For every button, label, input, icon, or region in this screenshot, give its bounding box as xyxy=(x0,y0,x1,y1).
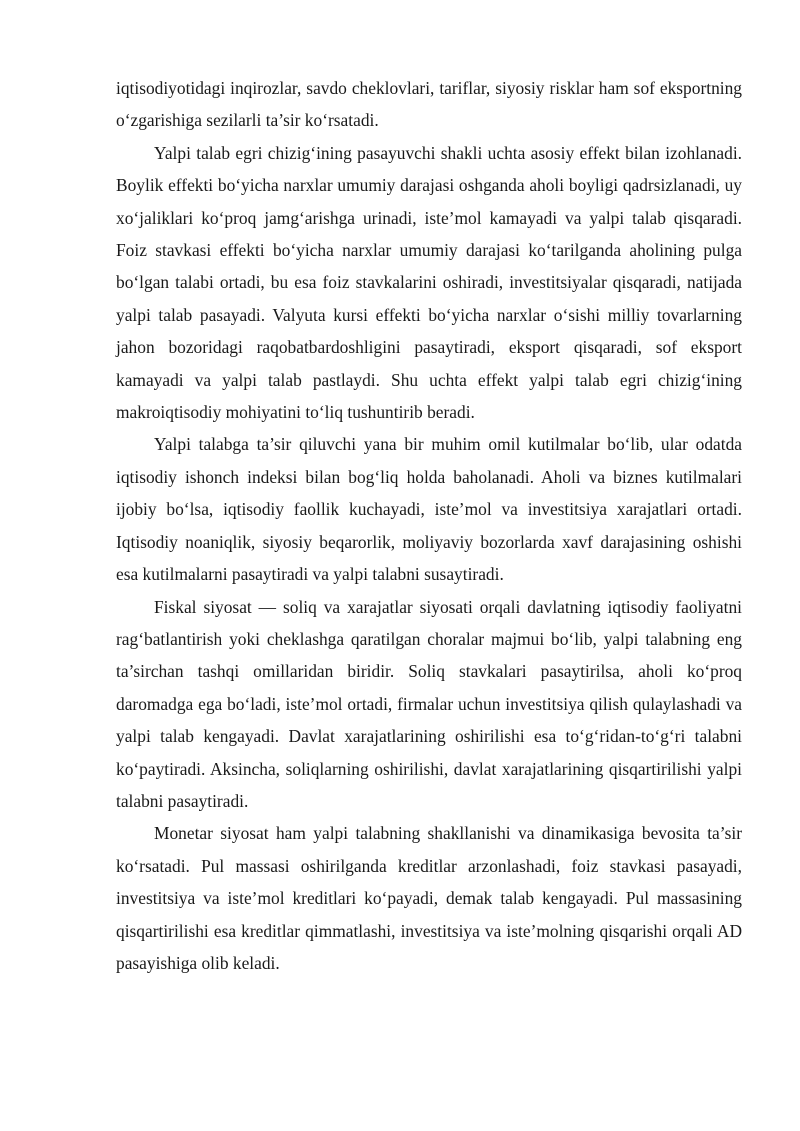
paragraph-aggregate-demand-curve-effects: Yalpi talab egri chizig‘ining pasayuvchi shakli uchta asosiy effekt bilan izohlanadi. Boylik effekti bo‘yicha narxlar umumiy darajasi oshganda aholi boyligi qadrsizlanadi, uy xo‘jaliklari ko‘proq jamg‘arishga urinadi, iste’mol kamayadi va yalpi talab qisqaradi. Foiz stavkasi effekti bo‘yicha narxlar umumiy darajasi ko‘tarilganda aholining pulga bo‘lgan talabi ortadi, bu esa foiz stavkalarini oshiradi, investitsiyalar qisqaradi, natijada yalpi talab pasayadi. Valyuta kursi effekti bo‘yicha narxlar o‘sishi milliy tovarlarning jahon bozoridagi raqobatbardoshligini pasaytiradi, eksport qisqaradi, sof eksport kamayadi va yalpi talab pastlaydi. Shu uchta effekt yalpi talab egri chizig‘ining makroiqtisodiy mohiyatini to‘liq tushuntirib beradi. xyxy=(116,142,742,423)
document-page xyxy=(116,72,742,979)
paragraph-expectations: Yalpi talabga ta’sir qiluvchi yana bir muhim omil kutilmalar bo‘lib, ular odatda iqtisodiy ishonch indeksi bilan bog‘liq holda baholanadi. Aholi va biznes kutilmalari ijobiy bo‘lsa, iqtisodiy faollik kuchayadi, iste’mol va investitsiya xarajatlari ortadi. Iqtisodiy noaniqlik, siyosiy beqarorlik, moliyaviy bozorlarda xavf darajasining oshishi esa kutilmalarni pasaytiradi va yalpi talabni susaytiradi. xyxy=(116,434,742,585)
paragraph-monetary-policy: Monetar siyosat ham yalpi talabning shakllanishi va dinamikasiga bevosita ta’sir ko‘rsatadi. Pul massasi oshirilganda kreditlar arzonlashadi, foiz stavkasi pasayadi, investitsiya va iste’mol kreditlari ko‘payadi, demak talab kengayadi. Pul massasining qisqartirilishi esa kreditlar qimmatlashi, investitsiya va iste’molning qisqarishi orqali AD pasayishiga olib keladi. xyxy=(116,823,742,973)
paragraph-net-exports-continuation: iqtisodiyotidagi inqirozlar, savdo cheklovlari, tariflar, siyosiy risklar ham sof eksportning o‘zgarishiga sezilarli ta’sir ko‘rsatadi. xyxy=(116,78,742,131)
paragraph-fiscal-policy: Fiskal siyosat — soliq va xarajatlar siyosati orqali davlatning iqtisodiy faoliyatni rag‘batlantirish yoki cheklashga qaratilgan choralar majmui bo‘lib, yalpi talabning eng ta’sirchan tashqi omillaridan biridir. Soliq stavkalari pasaytirilsa, aholi ko‘proq daromadga ega bo‘ladi, iste’mol ortadi, firmalar uchun investitsiya qilish qulaylashadi va yalpi talab kengayadi. Davlat xarajatlarining oshirilishi esa to‘g‘ridan-to‘g‘ri talabni ko‘paytiradi. Aksincha, soliqlarning oshirilishi, davlat xarajatlarining qisqartirilishi yalpi talabni pasaytiradi. xyxy=(116,596,742,811)
